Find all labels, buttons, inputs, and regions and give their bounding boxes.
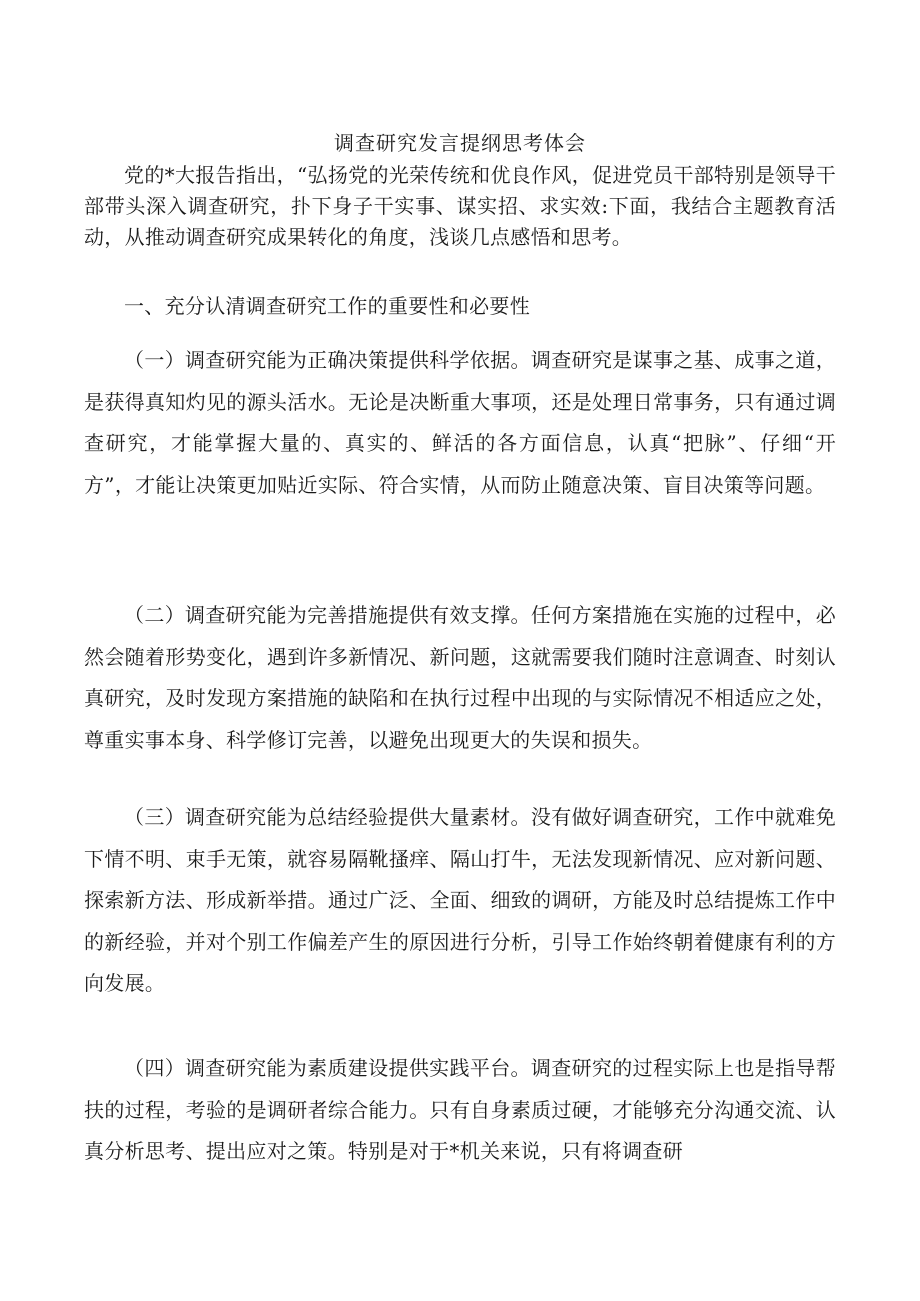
intro-paragraph: 党的*大报告指出，“弘扬党的光荣传统和优良作风，促进党员干部特别是领导干部带头深入调查研究，扑下身子干实事、谋实招、求实效:下面，我结合主题教育活动，从推动调查研究成果转化的角度，浅谈几点感悟和思考。 xyxy=(84,163,836,249)
paragraph-1: （一）调查研究能为正确决策提供科学依据。调查研究是谋事之基、成事之道，是获得真知灼见的源头活水。无论是决断重大事项，还是处理日常事务，只有通过调查研究，才能掌握大量的、真实的、鲜活的各方面信息，认真“把脉”、仔细“开方”，才能让决策更加贴近实际、符合实情，从而防止随意决策、盲目决策等问题。 xyxy=(84,348,836,497)
section-heading: 一、充分认清调查研究工作的重要性和必要性 xyxy=(124,294,530,318)
paragraph-3: （三）调查研究能为总结经验提供大量素材。没有做好调查研究，工作中就难免下情不明、束手无策，就容易隔靴搔痒、隔山打牛，无法发现新情况、应对新问题、探索新方法、形成新举措。通过广泛、全面、细致的调研，方能及时总结提炼工作中的新经验，并对个别工作偏差产生的原因进行分析，引导工作始终朝着健康有利的方向发展。 xyxy=(84,805,836,995)
paragraph-2: （二）调查研究能为完善措施提供有效支撑。任何方案措施在实施的过程中，必然会随着形势变化，遇到许多新情况、新问题，这就需要我们随时注意调查、时刻认真研究，及时发现方案措施的缺陷和在执行过程中出现的与实际情况不相适应之处，尊重实事本身、科学修订完善，以避免出现更大的失误和损失。 xyxy=(84,603,836,752)
document-title: 调查研究发言提纲思考体会 xyxy=(334,131,586,155)
paragraph-4: （四）调查研究能为素质建设提供实践平台。调查研究的过程实际上也是指导帮扶的过程，考验的是调研者综合能力。只有自身素质过硬，才能够充分沟通交流、认真分析思考、提出应对之策。特别是对于*机关来说，只有将调查研 xyxy=(84,1056,836,1163)
